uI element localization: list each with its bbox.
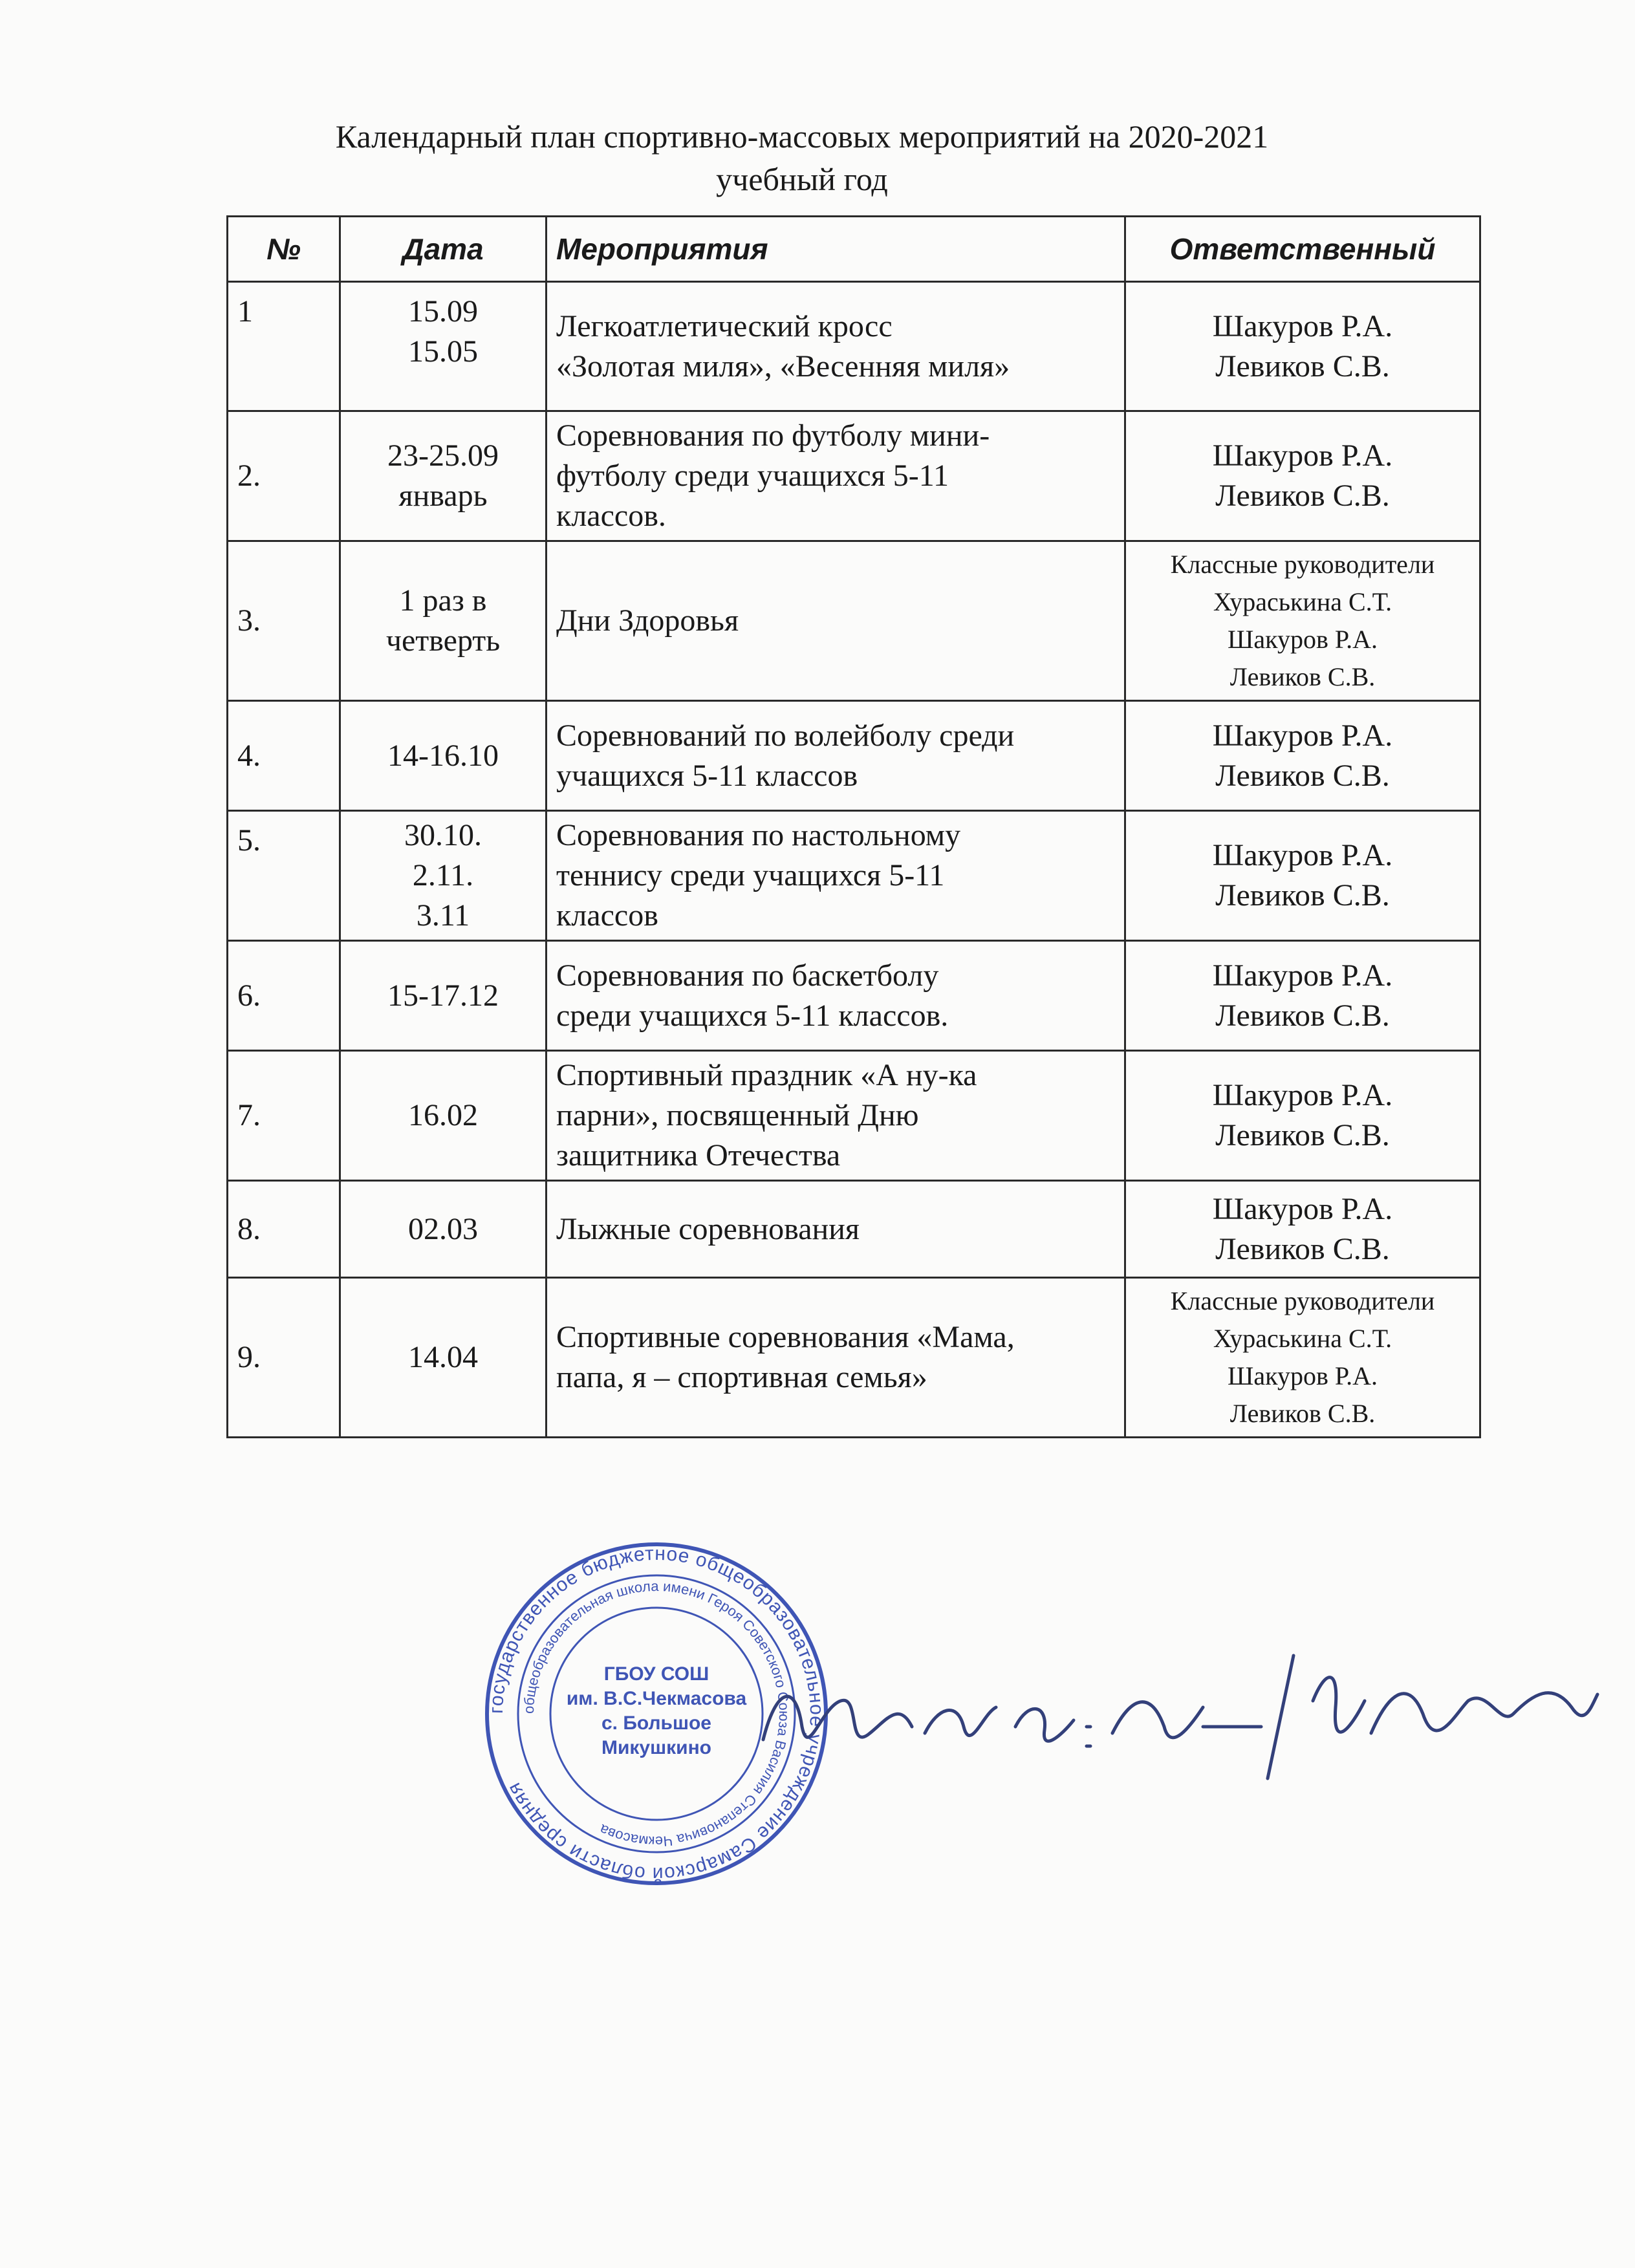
cell-event — [547, 1181, 1125, 1278]
cell-event-line: среди учащихся 5-11 классов. — [556, 998, 949, 1033]
cell-event — [547, 1278, 1125, 1438]
cell-event — [547, 941, 1125, 1051]
events-table — [226, 215, 1481, 1438]
cell-event — [547, 411, 1125, 541]
cell-event-line: Спортивный праздник «А ну-ка — [556, 1058, 977, 1092]
cell-event-line: Соревнования по баскетболу — [556, 958, 939, 993]
cell-num: 4. — [228, 701, 340, 811]
cell-date — [340, 282, 547, 411]
cell-responsible — [1125, 811, 1480, 941]
cell-responsible-line: Хураськина С.Т. — [1213, 587, 1392, 616]
cell-date-line: 3.11 — [416, 898, 470, 933]
cell-responsible — [1125, 282, 1480, 411]
cell-date-line: четверть — [385, 623, 501, 658]
seal-inner-text: общеобразовательная школа имени Героя Советского Союза Василия Степановича Чекмасова — [520, 1577, 793, 1850]
cell-event-line: Лыжные соревнования — [556, 1211, 860, 1246]
table-row — [228, 282, 1480, 411]
cell-responsible — [1125, 411, 1480, 541]
header-num: № — [228, 217, 340, 282]
seal-center-line: с. Большое — [601, 1712, 712, 1734]
cell-num: 3. — [228, 541, 340, 701]
cell-responsible-line: Шакуров Р.А. — [1212, 718, 1393, 753]
table-row — [228, 541, 1480, 701]
cell-event — [547, 541, 1125, 701]
table-row — [228, 811, 1480, 941]
cell-responsible-line: Классные руководители — [1170, 550, 1435, 579]
cell-event — [547, 811, 1125, 941]
cell-num: 7. — [228, 1051, 340, 1181]
cell-event-line: Соревнования по настольному — [556, 818, 961, 852]
cell-event-line: парни», посвященный Дню — [556, 1098, 919, 1132]
cell-responsible-line: Левиков С.В. — [1215, 349, 1390, 383]
cell-event-line: учащихся 5-11 классов — [556, 758, 858, 793]
cell-responsible — [1125, 701, 1480, 811]
table-body — [228, 282, 1480, 1438]
table-header-row — [228, 217, 1480, 282]
cell-responsible — [1125, 1051, 1480, 1181]
cell-event-line: «Золотая миля», «Весенняя миля» — [556, 349, 1010, 383]
cell-responsible-line: Шакуров Р.А. — [1212, 308, 1393, 343]
table-row — [228, 411, 1480, 541]
cell-event-line: теннису среди учащихся 5-11 — [556, 858, 945, 892]
cell-date — [340, 701, 547, 811]
cell-responsible-line: Шакуров Р.А. — [1212, 1191, 1393, 1226]
title-line-2: учебный год — [716, 161, 888, 197]
cell-date-line: 02.03 — [408, 1211, 478, 1246]
cell-event-line: классов. — [556, 499, 666, 533]
cell-responsible-line: Шакуров Р.А. — [1212, 438, 1393, 473]
seal-center-line: им. В.С.Чекмасова — [566, 1688, 747, 1709]
cell-date-line: 1 раз в — [399, 583, 487, 618]
cell-event-line: Соревнований по волейболу среди — [556, 718, 1015, 753]
table-row — [228, 701, 1480, 811]
cell-responsible-line: Шакуров Р.А. — [1212, 958, 1393, 993]
cell-date-line: 15.05 — [408, 334, 478, 369]
cell-responsible-line: Хураськина С.Т. — [1213, 1324, 1392, 1353]
table-row — [228, 1278, 1480, 1438]
cell-date — [340, 1278, 547, 1438]
cell-event — [547, 1051, 1125, 1181]
title-line-1: Календарный план спортивно-массовых мероприятий на 2020-2021 — [335, 118, 1269, 155]
cell-event-line: Легкоатлетический кросс — [556, 308, 893, 343]
cell-date-line: 15.09 — [408, 294, 478, 329]
cell-date — [340, 1181, 547, 1278]
cell-date — [340, 811, 547, 941]
cell-event-line: Соревнования по футболу мини- — [556, 418, 990, 453]
cell-num: 1 — [228, 282, 340, 411]
cell-date-line: 16.02 — [408, 1098, 478, 1132]
cell-responsible — [1125, 941, 1480, 1051]
cell-responsible — [1125, 1278, 1480, 1438]
cell-event — [547, 282, 1125, 411]
cell-date-line: 30.10. — [404, 818, 482, 852]
header-date: Дата — [340, 217, 547, 282]
table-row — [228, 1051, 1480, 1181]
cell-date-line: 14.04 — [408, 1340, 478, 1374]
cell-event-line: Дни Здоровья — [556, 603, 739, 638]
cell-responsible-line: Шакуров Р.А. — [1228, 1361, 1378, 1390]
signature-text: И.о. дир. р-ра: /И.В. Игнатьева — [1177, 1784, 1295, 1794]
cell-responsible-line: Левиков С.В. — [1229, 662, 1376, 691]
cell-responsible-line: Левиков С.В. — [1215, 1231, 1390, 1266]
cell-responsible-line: Шакуров Р.А. — [1212, 1078, 1393, 1112]
cell-responsible-line: Левиков С.В. — [1215, 479, 1390, 513]
cell-event-line: защитника Отечества — [556, 1138, 841, 1172]
cell-date — [340, 411, 547, 541]
cell-date — [340, 541, 547, 701]
cell-responsible-line: Левиков С.В. — [1215, 998, 1390, 1033]
cell-event-line: Спортивные соревнования «Мама, — [556, 1320, 1015, 1354]
cell-date-line: 15-17.12 — [387, 978, 499, 1013]
cell-responsible-line: Левиков С.В. — [1215, 758, 1390, 793]
cell-event — [547, 701, 1125, 811]
cell-responsible-line: Шакуров Р.А. — [1228, 625, 1378, 654]
header-event: Мероприятия — [547, 217, 1125, 282]
cell-responsible-line: Классные руководители — [1170, 1286, 1435, 1315]
cell-responsible-line: Левиков С.В. — [1215, 1118, 1390, 1152]
table-row — [228, 1181, 1480, 1278]
seal-center-line: Микушкино — [601, 1737, 712, 1758]
header-responsible: Ответственный — [1125, 217, 1480, 282]
cell-responsible-line: Шакуров Р.А. — [1212, 838, 1393, 872]
cell-num: 5. — [228, 811, 340, 941]
cell-event-line: классов — [556, 898, 658, 933]
cell-responsible — [1125, 541, 1480, 701]
seal-outer-text: государственное бюджетное общеобразовательное учреждение Самарской области средняя — [485, 1542, 828, 1885]
cell-responsible — [1125, 1181, 1480, 1278]
seal-center-text — [567, 1663, 747, 1758]
table-row — [228, 941, 1480, 1051]
cell-date — [340, 1051, 547, 1181]
cell-event-line: футболу среди учащихся 5-11 — [556, 459, 949, 493]
cell-num: 9. — [228, 1278, 340, 1438]
cell-responsible-line: Левиков С.В. — [1215, 878, 1390, 913]
cell-date-line: 23-25.09 — [387, 438, 499, 473]
cell-date-line: 2.11. — [412, 858, 474, 892]
document-title — [181, 115, 1423, 200]
cell-num: 6. — [228, 941, 340, 1051]
cell-event-line: папа, я – спортивная семья» — [556, 1360, 927, 1394]
cell-num: 2. — [228, 411, 340, 541]
cell-responsible-line: Левиков С.В. — [1229, 1399, 1376, 1428]
cell-date — [340, 941, 547, 1051]
seal-center-line: ГБОУ СОШ — [603, 1663, 709, 1685]
cell-num: 8. — [228, 1181, 340, 1278]
signature — [750, 1630, 1604, 1798]
cell-date-line: 14-16.10 — [387, 738, 499, 773]
cell-date-line: январь — [398, 479, 488, 513]
